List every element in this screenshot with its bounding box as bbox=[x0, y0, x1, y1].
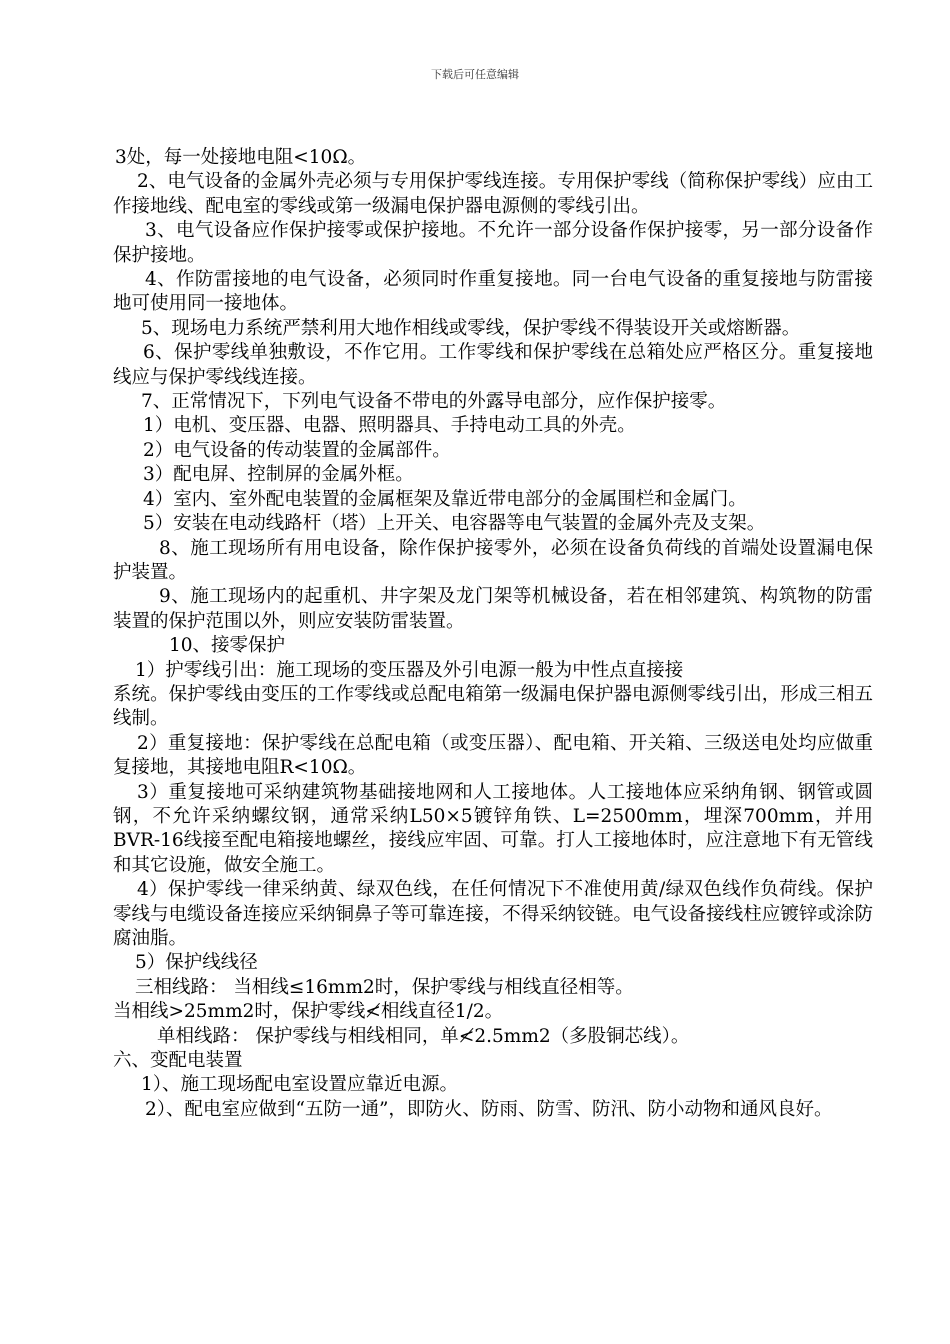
paragraph: 2、电气设备的金属外壳必须与专用保护零线连接。专用保护零线（简称保护零线）应由工作接地线、配电室的零线或第一级漏电保护器电源侧的零线引出。 bbox=[113, 171, 873, 217]
paragraph: 4）室内、室外配电装置的金属框架及靠近带电部分的金属围栏和金属门。 bbox=[143, 488, 747, 510]
paragraph: 5）安装在电动线路杆（塔）上开关、电容器等电气装置的金属外壳及支架。 bbox=[143, 513, 766, 535]
paragraph: 10、接零保护 bbox=[169, 635, 286, 657]
paragraph: 7、正常情况下，下列电气设备不带电的外露导电部分，应作保护接零。 bbox=[141, 391, 727, 413]
paragraph: 三相线路： 当相线≤16mm2时，保护零线与相线直径相等。 bbox=[135, 976, 634, 998]
paragraph: 5）保护线线径 bbox=[135, 952, 258, 974]
paragraph: 1）护零线引出：施工现场的变压器及外引电源一般为中性点直接接 bbox=[135, 659, 684, 681]
paragraph: 1）电机、变压器、电器、照明器具、手持电动工具的外壳。 bbox=[143, 415, 636, 437]
paragraph: 6、保护零线单独敷设，不作它用。工作零线和保护零线在总箱处应严格区分。重复接地线应与保护零线线连接。 bbox=[113, 342, 873, 388]
paragraph: 4）保护零线一律采纳黄、绿双色线，在任何情况下不准使用黄/绿双色线作负荷线。保护零线与电缆设备连接应采纳铜鼻子等可靠连接，不得采纳铰链。电气设备接线柱应镀锌或涂防腐油脂。 bbox=[113, 879, 873, 949]
paragraph: 当相线>25mm2时，保护零线≮相线直径1/2。 bbox=[113, 1001, 504, 1023]
paragraph: 3）重复接地可采纳建筑物基础接地网和人工接地体。人工接地体应采纳角钢、钢管或圆钢，不允许采纳螺纹钢，通常采纳L50×5镀锌角铁、L=2500mm，埋深700mm，并用BVR-16线接至配电箱接地螺丝，接线应牢固、可靠。打人工接地体时，应注意地下有无管线和其它设施，做安全施工。 bbox=[113, 781, 873, 876]
paragraph: 系统。保护零线由变压的工作零线或总配电箱第一级漏电保护器电源侧零线引出，形成三相五线制。 bbox=[113, 683, 873, 730]
paragraph: 1）、施工现场配电室设置应靠近电源。 bbox=[141, 1074, 459, 1096]
paragraph: 2）重复接地：保护零线在总配电箱（或变压器）、配电箱、开关箱、三级送电处均应做重复接地，其接地电阻R<10Ω。 bbox=[113, 732, 873, 779]
paragraph: 六、变配电装置 bbox=[113, 1050, 243, 1072]
page-header: 下载后可任意编辑 bbox=[431, 68, 519, 81]
paragraph: 5、现场电力系统严禁利用大地作相线或零线，保护零线不得装设开关或熔断器。 bbox=[141, 317, 801, 339]
paragraph: 2）、配电室应做到“五防一通”，即防火、防雨、防雪、防汛、防小动物和通风良好。 bbox=[145, 1098, 833, 1120]
paragraph: 3）配电屏、控制屏的金属外框。 bbox=[143, 464, 414, 486]
document-body bbox=[113, 146, 873, 1122]
paragraph: 2）电气设备的传动装置的金属部件。 bbox=[143, 439, 451, 461]
paragraph: 单相线路： 保护零线与相线相同，单≮2.5mm2（多股铜芯线）。 bbox=[157, 1025, 690, 1047]
paragraph: 8、施工现场所有用电设备，除作保护接零外，必须在设备负荷线的首端处设置漏电保护装置。 bbox=[113, 537, 873, 583]
paragraph: 3处，每一处接地电阻<10Ω。 bbox=[115, 147, 367, 168]
paragraph: 3、电气设备应作保护接零或保护接地。不允许一部分设备作保护接零，另一部分设备作保护接地。 bbox=[113, 220, 873, 266]
paragraph: 9、施工现场内的起重机、井字架及龙门架等机械设备，若在相邻建筑、构筑物的防雷装置的保护范围以外，则应安装防雷装置。 bbox=[113, 586, 873, 632]
paragraph: 4、作防雷接地的电气设备，必须同时作重复接地。同一台电气设备的重复接地与防雷接地可使用同一接地体。 bbox=[113, 269, 873, 315]
